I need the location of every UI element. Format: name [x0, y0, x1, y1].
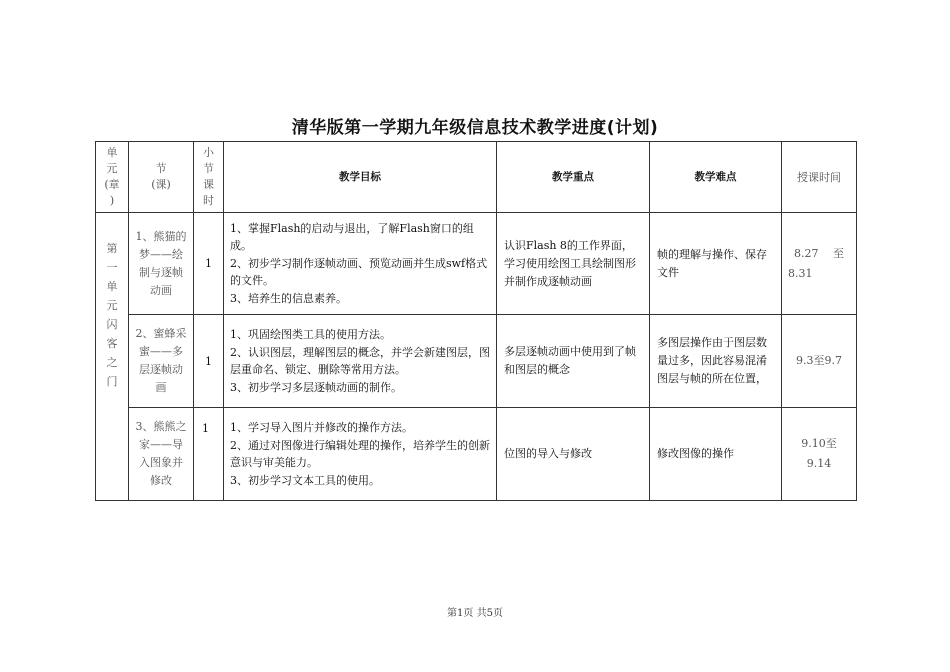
header-section: 节 (课): [129, 142, 194, 213]
header-unit: 单 元 (章 ): [96, 142, 129, 213]
header-time: 授课时间: [782, 142, 857, 213]
unit-cell: 第 一 单 元 闪 客 之 门: [96, 213, 129, 501]
lesson-difficulties: 帧的理解与操作、保存文件: [650, 213, 782, 315]
lesson-time: 8.27 至 8.31: [782, 213, 857, 315]
header-difficulties: 教学难点: [650, 142, 782, 213]
table-row: [96, 315, 857, 408]
table-row: [96, 213, 857, 315]
lesson-time: 9.3至9.7: [782, 315, 857, 408]
lesson-hours: 1: [194, 315, 224, 408]
lesson-goals: 1、学习导入图片并修改的操作方法。 2、通过对图像进行编辑处理的操作，培养学生的创新意识与审美能力。 3、初步学习文本工具的使用。: [224, 408, 497, 501]
header-goals: 教学目标: [224, 142, 497, 213]
lesson-hours: 1: [194, 213, 224, 315]
document-title: 清华版第一学期九年级信息技术教学进度(计划): [291, 118, 659, 138]
header-key-points: 教学重点: [497, 142, 650, 213]
page-footer: 第1页 共5页: [447, 608, 503, 619]
header-hours: 小 节 课 时: [194, 142, 224, 213]
lesson-key-points: 位图的导入与修改: [497, 408, 650, 501]
lesson-key-points: 认识Flash 8的工作界面，学习使用绘图工具绘制图形并制作成逐帧动画: [497, 213, 650, 315]
lesson-difficulties: 修改图像的操作: [650, 408, 782, 501]
lesson-time: 9.10至 9.14: [782, 408, 857, 501]
teaching-plan-table: [95, 141, 857, 501]
lesson-hours: 1: [194, 408, 224, 501]
table-row: [96, 408, 857, 501]
lesson-title: 3、熊熊之家——导入图象并修改: [129, 408, 194, 501]
lesson-goals: 1、掌握Flash的启动与退出，了解Flash窗口的组成。 2、初步学习制作逐帧动画、预览动画并生成swf格式的文件。 3、培养生的信息素养。: [224, 213, 497, 315]
lesson-difficulties: 多图层操作由于图层数量过多，因此容易混淆图层与帧的所在位置，: [650, 315, 782, 408]
lesson-key-points: 多层逐帧动画中使用到了帧和图层的概念: [497, 315, 650, 408]
header-row: [96, 142, 857, 213]
lesson-goals: 1、巩固绘图类工具的使用方法。 2、认识图层，理解图层的概念，并学会新建图层，图层重命名、锁定、删除等常用方法。 3、初步学习多层逐帧动画的制作。: [224, 315, 497, 408]
lesson-title: 1、熊猫的梦——绘制与逐帧动画: [129, 213, 194, 315]
lesson-title: 2、蜜蜂采蜜——多层逐帧动画: [129, 315, 194, 408]
